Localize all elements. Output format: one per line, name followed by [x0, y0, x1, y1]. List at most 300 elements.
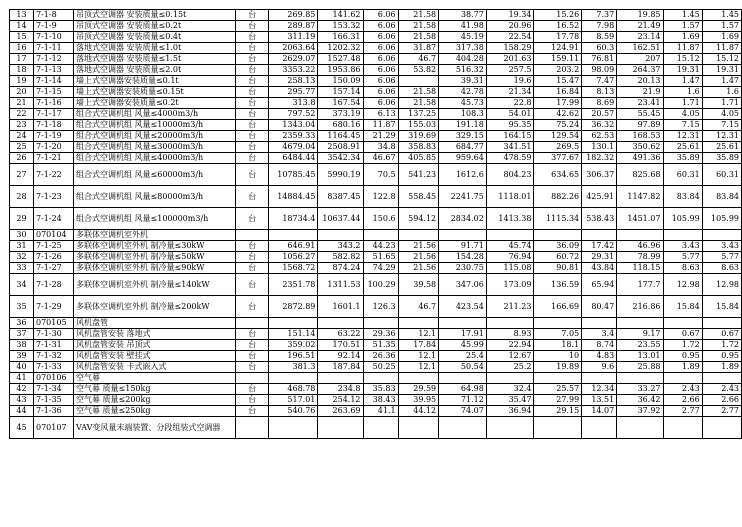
unit-cell: [236, 230, 269, 241]
value-cell: 9.17: [617, 329, 663, 340]
value-cell: 20.57: [582, 109, 617, 120]
unit-cell: 台: [236, 362, 269, 373]
value-cell: 19.6: [486, 76, 534, 87]
value-cell: [398, 76, 439, 87]
value-cell: 7.05: [534, 329, 582, 340]
value-cell: [318, 373, 363, 384]
value-cell: 37.92: [617, 406, 663, 417]
value-cell: 20.13: [617, 76, 663, 87]
value-cell: 80.47: [582, 296, 617, 318]
value-cell: 12.31: [702, 131, 741, 142]
value-cell: 350.62: [617, 142, 663, 153]
value-cell: 118.15: [617, 263, 663, 274]
value-cell: 3353.22: [269, 65, 318, 76]
value-cell: 8387.45: [318, 186, 363, 208]
value-cell: 3.4: [582, 329, 617, 340]
value-cell: [363, 417, 398, 439]
unit-cell: 台: [236, 252, 269, 263]
value-cell: 1.45: [702, 10, 741, 21]
row-number-cell: 36: [10, 318, 34, 329]
table-row: [10, 65, 742, 76]
value-cell: 158.29: [486, 43, 534, 54]
table-row: [10, 186, 742, 208]
unit-cell: 台: [236, 329, 269, 340]
rate-table: [9, 9, 742, 439]
value-cell: [439, 230, 487, 241]
value-cell: 1.45: [663, 10, 702, 21]
row-number-cell: 19: [10, 76, 34, 87]
value-cell: 21.9: [617, 87, 663, 98]
value-cell: [269, 417, 318, 439]
value-cell: 46.7: [398, 54, 439, 65]
value-cell: 6.06: [363, 21, 398, 32]
value-cell: 594.12: [398, 208, 439, 230]
value-cell: 76.94: [486, 252, 534, 263]
value-cell: 60.31: [663, 164, 702, 186]
unit-cell: [236, 417, 269, 439]
value-cell: 36.09: [534, 241, 582, 252]
value-cell: [663, 230, 702, 241]
value-cell: 1.57: [663, 21, 702, 32]
value-cell: 45.99: [439, 340, 487, 351]
group-title-cell: 多联体空调机室外机: [73, 230, 235, 241]
value-cell: 23.14: [617, 32, 663, 43]
quota-code-cell: 7-1-8: [34, 10, 74, 21]
value-cell: 1.69: [702, 32, 741, 43]
quota-code-cell: 7-1-29: [34, 296, 74, 318]
value-cell: 257.5: [486, 65, 534, 76]
unit-cell: [236, 318, 269, 329]
quota-code-cell: 7-1-17: [34, 109, 74, 120]
value-cell: 130.1: [582, 142, 617, 153]
item-name-cell: 落地式空调器 安装质量≤2.0t: [73, 65, 235, 76]
value-cell: 8.74: [582, 340, 617, 351]
table-row: [10, 76, 742, 87]
value-cell: 97.89: [617, 120, 663, 131]
value-cell: 311.19: [269, 32, 318, 43]
value-cell: 1118.01: [486, 186, 534, 208]
unit-cell: 台: [236, 208, 269, 230]
value-cell: [534, 318, 582, 329]
value-cell: 12.1: [398, 329, 439, 340]
value-cell: 51.65: [363, 252, 398, 263]
value-cell: 3.43: [663, 241, 702, 252]
value-cell: 201.63: [486, 54, 534, 65]
value-cell: 41.1: [363, 406, 398, 417]
value-cell: 468.78: [269, 384, 318, 395]
group-title-cell: 空气幕: [73, 373, 235, 384]
value-cell: 46.67: [363, 153, 398, 164]
value-cell: 60.3: [582, 43, 617, 54]
value-cell: 35.89: [663, 153, 702, 164]
value-cell: 8.59: [582, 32, 617, 43]
unit-cell: 台: [236, 153, 269, 164]
value-cell: 13.01: [617, 351, 663, 362]
group-title-cell: VAV变风量末端装置、分段组装式空调器: [73, 417, 235, 439]
quota-code-cell: 7-1-25: [34, 241, 74, 252]
value-cell: 43.84: [582, 263, 617, 274]
quota-code-cell: 070104: [34, 230, 74, 241]
value-cell: [439, 318, 487, 329]
value-cell: 6.06: [363, 65, 398, 76]
item-name-cell: 组合式空调机组 风量≤80000m3/h: [73, 186, 235, 208]
table-row: [10, 142, 742, 153]
value-cell: 582.82: [318, 252, 363, 263]
value-cell: 38.77: [439, 10, 487, 21]
row-number-cell: 42: [10, 384, 34, 395]
value-cell: 25.61: [663, 142, 702, 153]
value-cell: 38.43: [363, 395, 398, 406]
value-cell: 21.29: [363, 131, 398, 142]
value-cell: 17.42: [582, 241, 617, 252]
unit-cell: 台: [236, 54, 269, 65]
value-cell: 141.62: [318, 10, 363, 21]
value-cell: 478.59: [486, 153, 534, 164]
value-cell: 182.32: [582, 153, 617, 164]
quota-code-cell: 7-1-34: [34, 384, 74, 395]
value-cell: 36.94: [486, 406, 534, 417]
value-cell: 1601.1: [318, 296, 363, 318]
value-cell: 60.31: [702, 164, 741, 186]
value-cell: 1147.82: [617, 186, 663, 208]
table-row: [10, 252, 742, 263]
value-cell: 2.43: [702, 384, 741, 395]
value-cell: 7.15: [663, 120, 702, 131]
value-cell: 16.84: [534, 87, 582, 98]
value-cell: 41.98: [439, 21, 487, 32]
table-row: [10, 329, 742, 340]
unit-cell: 台: [236, 340, 269, 351]
table-row: [10, 296, 742, 318]
quota-code-cell: 7-1-11: [34, 43, 74, 54]
row-number-cell: 26: [10, 153, 34, 164]
row-number-cell: 25: [10, 142, 34, 153]
quota-code-cell: 070105: [34, 318, 74, 329]
table-row: [10, 362, 742, 373]
value-cell: 797.52: [269, 109, 318, 120]
value-cell: 9.6: [582, 362, 617, 373]
table-row: [10, 109, 742, 120]
row-number-cell: 22: [10, 109, 34, 120]
row-number-cell: 45: [10, 417, 34, 439]
item-name-cell: 组合式空调机组 风量≤60000m3/h: [73, 164, 235, 186]
value-cell: 358.83: [398, 142, 439, 153]
value-cell: 5.77: [702, 252, 741, 263]
value-cell: 25.4: [439, 351, 487, 362]
value-cell: 153.32: [318, 21, 363, 32]
row-number-cell: 41: [10, 373, 34, 384]
value-cell: 540.76: [269, 406, 318, 417]
value-cell: 405.85: [398, 153, 439, 164]
value-cell: 4.05: [663, 109, 702, 120]
value-cell: 187.84: [318, 362, 363, 373]
value-cell: 191.18: [439, 120, 487, 131]
value-cell: [617, 373, 663, 384]
table-row: [10, 351, 742, 362]
value-cell: 154.28: [439, 252, 487, 263]
value-cell: 6.06: [363, 76, 398, 87]
value-cell: 425.91: [582, 186, 617, 208]
table-row: [10, 373, 742, 384]
value-cell: 166.69: [534, 296, 582, 318]
value-cell: 317.38: [439, 43, 487, 54]
value-cell: 1612.6: [439, 164, 487, 186]
value-cell: 74.29: [363, 263, 398, 274]
value-cell: 19.31: [663, 65, 702, 76]
value-cell: 45.19: [439, 32, 487, 43]
value-cell: 1527.48: [318, 54, 363, 65]
unit-cell: 台: [236, 406, 269, 417]
value-cell: 100.29: [363, 274, 398, 296]
value-cell: 234.8: [318, 384, 363, 395]
value-cell: 373.19: [318, 109, 363, 120]
value-cell: 5.77: [663, 252, 702, 263]
value-cell: 1.89: [663, 362, 702, 373]
item-name-cell: 组合式空调机组 风量≤30000m3/h: [73, 142, 235, 153]
row-number-cell: 14: [10, 21, 34, 32]
value-cell: 162.51: [617, 43, 663, 54]
value-cell: 541.23: [398, 164, 439, 186]
unit-cell: [236, 373, 269, 384]
value-cell: 108.3: [439, 109, 487, 120]
table-row: [10, 21, 742, 32]
value-cell: 216.86: [617, 296, 663, 318]
value-cell: [269, 373, 318, 384]
value-cell: 15.84: [663, 296, 702, 318]
value-cell: 29.15: [534, 406, 582, 417]
row-number-cell: 35: [10, 296, 34, 318]
value-cell: 874.24: [318, 263, 363, 274]
value-cell: 54.01: [486, 109, 534, 120]
value-cell: 29.36: [363, 329, 398, 340]
value-cell: 12.31: [663, 131, 702, 142]
value-cell: [398, 417, 439, 439]
value-cell: 18.1: [534, 340, 582, 351]
item-name-cell: 墙上式空调器安装质量≤0.2t: [73, 98, 235, 109]
value-cell: 269.5: [534, 142, 582, 153]
group-title-cell: 风机盘管: [73, 318, 235, 329]
quota-code-cell: 7-1-19: [34, 131, 74, 142]
value-cell: 3.43: [702, 241, 741, 252]
item-name-cell: 风机盘管安装 落地式: [73, 329, 235, 340]
value-cell: 12.98: [663, 274, 702, 296]
value-cell: 1.72: [702, 340, 741, 351]
quota-code-cell: 7-1-16: [34, 98, 74, 109]
quota-code-cell: 070107: [34, 417, 74, 439]
value-cell: [702, 417, 741, 439]
value-cell: 12.1: [398, 351, 439, 362]
value-cell: [269, 230, 318, 241]
value-cell: 8.93: [486, 329, 534, 340]
quota-code-cell: 7-1-15: [34, 87, 74, 98]
item-name-cell: 吊顶式空调器 安装质量≤0.15t: [73, 10, 235, 21]
value-cell: 166.31: [318, 32, 363, 43]
value-cell: [398, 318, 439, 329]
value-cell: 343.2: [318, 241, 363, 252]
value-cell: 0.95: [663, 351, 702, 362]
row-number-cell: 29: [10, 208, 34, 230]
value-cell: 634.65: [534, 164, 582, 186]
item-name-cell: 组合式空调机组 风量≤20000m3/h: [73, 131, 235, 142]
value-cell: 7.15: [702, 120, 741, 131]
value-cell: 17.91: [439, 329, 487, 340]
row-number-cell: 28: [10, 186, 34, 208]
value-cell: 157.14: [318, 87, 363, 98]
value-cell: 78.99: [617, 252, 663, 263]
value-cell: 50.54: [439, 362, 487, 373]
value-cell: 44.12: [398, 406, 439, 417]
value-cell: 12.98: [702, 274, 741, 296]
value-cell: 1056.27: [269, 252, 318, 263]
value-cell: 105.99: [663, 208, 702, 230]
value-cell: 21.58: [398, 98, 439, 109]
value-cell: 65.94: [582, 274, 617, 296]
unit-cell: 台: [236, 109, 269, 120]
value-cell: 2.77: [702, 406, 741, 417]
value-cell: 12.34: [582, 384, 617, 395]
row-number-cell: 32: [10, 252, 34, 263]
item-name-cell: 组合式空调机组 风量≤4000m3/h: [73, 109, 235, 120]
value-cell: 39.95: [398, 395, 439, 406]
value-cell: 22.8: [486, 98, 534, 109]
unit-cell: 台: [236, 98, 269, 109]
value-cell: 50.25: [363, 362, 398, 373]
value-cell: 34.8: [363, 142, 398, 153]
quota-code-cell: 7-1-26: [34, 252, 74, 263]
value-cell: 680.16: [318, 120, 363, 131]
value-cell: 1.71: [702, 98, 741, 109]
value-cell: [617, 230, 663, 241]
value-cell: 1164.45: [318, 131, 363, 142]
value-cell: 20.96: [486, 21, 534, 32]
value-cell: [398, 373, 439, 384]
value-cell: 39.31: [439, 76, 487, 87]
unit-cell: 台: [236, 263, 269, 274]
row-number-cell: 27: [10, 164, 34, 186]
value-cell: 1202.32: [318, 43, 363, 54]
quota-code-cell: 7-1-13: [34, 65, 74, 76]
value-cell: 196.51: [269, 351, 318, 362]
value-cell: 21.56: [398, 252, 439, 263]
item-name-cell: 风机盘管安装 卡式嵌入式: [73, 362, 235, 373]
row-number-cell: 13: [10, 10, 34, 21]
value-cell: 404.28: [439, 54, 487, 65]
value-cell: 6.06: [363, 43, 398, 54]
quota-code-cell: 7-1-23: [34, 186, 74, 208]
value-cell: 203.2: [534, 65, 582, 76]
item-name-cell: 吊顶式空调器 安装质量≤0.2t: [73, 21, 235, 32]
value-cell: 23.55: [617, 340, 663, 351]
value-cell: 25.88: [617, 362, 663, 373]
value-cell: 122.8: [363, 186, 398, 208]
value-cell: 18734.4: [269, 208, 318, 230]
unit-cell: 台: [236, 296, 269, 318]
value-cell: [702, 230, 741, 241]
value-cell: 11.87: [363, 120, 398, 131]
item-name-cell: 风机盘管安装 壁挂式: [73, 351, 235, 362]
value-cell: 0.67: [663, 329, 702, 340]
value-cell: 170.51: [318, 340, 363, 351]
value-cell: [702, 373, 741, 384]
table-row: [10, 43, 742, 54]
table-row: [10, 417, 742, 439]
unit-cell: 台: [236, 10, 269, 21]
value-cell: 1.6: [702, 87, 741, 98]
value-cell: 21.56: [398, 263, 439, 274]
table-row: [10, 208, 742, 230]
value-cell: 39.58: [398, 274, 439, 296]
quota-code-cell: 7-1-12: [34, 54, 74, 65]
value-cell: 6484.44: [269, 153, 318, 164]
item-name-cell: 墙上式空调器安装质量≤0.1t: [73, 76, 235, 87]
unit-cell: 台: [236, 131, 269, 142]
table-row: [10, 318, 742, 329]
unit-cell: 台: [236, 76, 269, 87]
value-cell: 6.06: [363, 32, 398, 43]
quota-code-cell: 7-1-35: [34, 395, 74, 406]
table-row: [10, 263, 742, 274]
quota-code-cell: 7-1-10: [34, 32, 74, 43]
value-cell: 804.23: [486, 164, 534, 186]
value-cell: 347.06: [439, 274, 487, 296]
item-name-cell: 风机盘管安装 吊顶式: [73, 340, 235, 351]
value-cell: 1.57: [702, 21, 741, 32]
row-number-cell: 18: [10, 65, 34, 76]
unit-cell: 台: [236, 274, 269, 296]
value-cell: [318, 230, 363, 241]
value-cell: 13.51: [582, 395, 617, 406]
value-cell: 14.07: [582, 406, 617, 417]
value-cell: 35.47: [486, 395, 534, 406]
table-row: [10, 120, 742, 131]
value-cell: 42.62: [534, 109, 582, 120]
unit-cell: 台: [236, 241, 269, 252]
value-cell: [534, 417, 582, 439]
value-cell: 2.66: [702, 395, 741, 406]
value-cell: 423.54: [439, 296, 487, 318]
item-name-cell: 空气幕 质量≤150kg: [73, 384, 235, 395]
value-cell: 129.54: [534, 131, 582, 142]
value-cell: 1.6: [663, 87, 702, 98]
value-cell: 19.85: [617, 10, 663, 21]
unit-cell: 台: [236, 21, 269, 32]
value-cell: 10637.44: [318, 208, 363, 230]
value-cell: 11.87: [702, 43, 741, 54]
table-row: [10, 274, 742, 296]
value-cell: 2351.78: [269, 274, 318, 296]
value-cell: 4.05: [702, 109, 741, 120]
value-cell: [582, 417, 617, 439]
value-cell: 558.45: [398, 186, 439, 208]
value-cell: 42.78: [439, 87, 487, 98]
value-cell: 1.71: [663, 98, 702, 109]
row-number-cell: 20: [10, 87, 34, 98]
quota-code-cell: 7-1-28: [34, 274, 74, 296]
quota-code-cell: 7-1-9: [34, 21, 74, 32]
value-cell: 264.37: [617, 65, 663, 76]
value-cell: 4679.04: [269, 142, 318, 153]
value-cell: 15.84: [702, 296, 741, 318]
item-name-cell: 空气幕 质量≤200kg: [73, 395, 235, 406]
table-row: [10, 395, 742, 406]
value-cell: 1.69: [663, 32, 702, 43]
value-cell: [582, 373, 617, 384]
value-cell: [318, 318, 363, 329]
value-cell: 538.43: [582, 208, 617, 230]
row-number-cell: 39: [10, 351, 34, 362]
value-cell: 684.77: [439, 142, 487, 153]
value-cell: 517.01: [269, 395, 318, 406]
